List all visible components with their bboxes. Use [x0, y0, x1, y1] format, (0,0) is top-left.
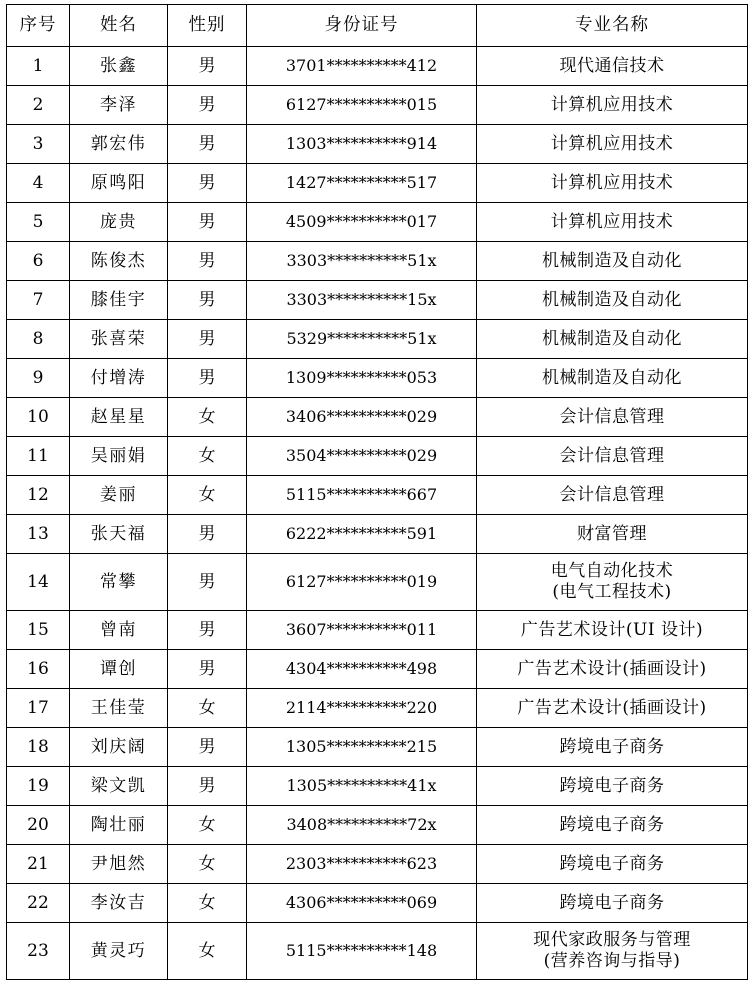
cell-major: 会计信息管理 [477, 437, 748, 476]
document-page [0, 4, 754, 991]
cell-id: 4304**********498 [247, 650, 477, 689]
cell-major: 财富管理 [477, 515, 748, 554]
cell-name: 吴丽娟 [70, 437, 168, 476]
cell-index: 17 [7, 689, 70, 728]
table-header-row [7, 5, 748, 47]
table-row [7, 281, 748, 320]
cell-major: 会计信息管理 [477, 476, 748, 515]
table-row [7, 398, 748, 437]
cell-index: 13 [7, 515, 70, 554]
cell-major: 机械制造及自动化 [477, 281, 748, 320]
cell-major-line2: (营养咨询与指导) [543, 951, 681, 971]
cell-name: 赵星星 [70, 398, 168, 437]
cell-id: 3408**********72x [247, 806, 477, 845]
cell-name: 王佳莹 [70, 689, 168, 728]
cell-gender: 男 [168, 281, 247, 320]
cell-gender: 男 [168, 554, 247, 611]
cell-major: 机械制造及自动化 [477, 242, 748, 281]
table-row [7, 806, 748, 845]
column-header-name: 姓名 [70, 5, 168, 47]
cell-id: 4306**********069 [247, 884, 477, 923]
table-row [7, 650, 748, 689]
cell-major: 机械制造及自动化 [477, 320, 748, 359]
cell-major: 计算机应用技术 [477, 203, 748, 242]
cell-id: 6222**********591 [247, 515, 477, 554]
cell-name: 姜丽 [70, 476, 168, 515]
table-row [7, 359, 748, 398]
table-row [7, 86, 748, 125]
cell-index: 21 [7, 845, 70, 884]
cell-gender: 男 [168, 767, 247, 806]
cell-gender: 男 [168, 515, 247, 554]
table-row [7, 320, 748, 359]
cell-index: 7 [7, 281, 70, 320]
cell-name: 常攀 [70, 554, 168, 611]
cell-major: 会计信息管理 [477, 398, 748, 437]
cell-index: 19 [7, 767, 70, 806]
cell-id: 5329**********51x [247, 320, 477, 359]
cell-major: 机械制造及自动化 [477, 359, 748, 398]
table-row [7, 884, 748, 923]
cell-index: 18 [7, 728, 70, 767]
table-row [7, 476, 748, 515]
table-row [7, 125, 748, 164]
cell-index: 15 [7, 611, 70, 650]
column-header-gender: 性别 [168, 5, 247, 47]
cell-index: 11 [7, 437, 70, 476]
cell-major: 计算机应用技术 [477, 164, 748, 203]
cell-gender: 女 [168, 884, 247, 923]
cell-gender: 女 [168, 845, 247, 884]
cell-gender: 女 [168, 923, 247, 980]
column-header-id: 身份证号 [247, 5, 477, 47]
table-row [7, 437, 748, 476]
table-row [7, 767, 748, 806]
cell-gender: 男 [168, 125, 247, 164]
cell-gender: 女 [168, 806, 247, 845]
cell-gender: 男 [168, 728, 247, 767]
cell-index: 8 [7, 320, 70, 359]
cell-name: 庞贵 [70, 203, 168, 242]
cell-major-line1: 电气自动化技术 [550, 560, 674, 581]
cell-name: 原鸣阳 [70, 164, 168, 203]
cell-major: 跨境电子商务 [477, 767, 748, 806]
cell-index: 10 [7, 398, 70, 437]
cell-name: 付增涛 [70, 359, 168, 398]
cell-id: 6127**********015 [247, 86, 477, 125]
cell-major [477, 923, 748, 980]
cell-index: 16 [7, 650, 70, 689]
cell-id: 3303**********51x [247, 242, 477, 281]
cell-name: 刘庆阔 [70, 728, 168, 767]
table-row [7, 728, 748, 767]
cell-major: 跨境电子商务 [477, 845, 748, 884]
table-header [7, 5, 748, 47]
cell-index: 6 [7, 242, 70, 281]
cell-index: 14 [7, 554, 70, 611]
cell-gender: 男 [168, 47, 247, 86]
cell-gender: 男 [168, 359, 247, 398]
cell-gender: 男 [168, 242, 247, 281]
table-row [7, 515, 748, 554]
cell-name: 尹旭然 [70, 845, 168, 884]
table-row [7, 689, 748, 728]
cell-id: 6127**********019 [247, 554, 477, 611]
cell-id: 2114**********220 [247, 689, 477, 728]
table-row [7, 47, 748, 86]
cell-id: 3504**********029 [247, 437, 477, 476]
cell-name: 张鑫 [70, 47, 168, 86]
cell-gender: 男 [168, 611, 247, 650]
cell-major: 跨境电子商务 [477, 884, 748, 923]
cell-gender: 女 [168, 437, 247, 476]
cell-gender: 女 [168, 689, 247, 728]
cell-name: 李汝吉 [70, 884, 168, 923]
table-row [7, 203, 748, 242]
cell-major: 现代通信技术 [477, 47, 748, 86]
cell-gender: 男 [168, 86, 247, 125]
cell-id: 3701**********412 [247, 47, 477, 86]
table-row [7, 923, 748, 980]
cell-major: 广告艺术设计(插画设计) [477, 689, 748, 728]
table-row [7, 554, 748, 611]
cell-index: 20 [7, 806, 70, 845]
cell-id: 1303**********914 [247, 125, 477, 164]
cell-name: 郭宏伟 [70, 125, 168, 164]
table-row [7, 611, 748, 650]
cell-id: 1305**********41x [247, 767, 477, 806]
cell-gender: 男 [168, 320, 247, 359]
cell-index: 5 [7, 203, 70, 242]
cell-index: 23 [7, 923, 70, 980]
cell-gender: 男 [168, 650, 247, 689]
cell-gender: 男 [168, 164, 247, 203]
cell-name: 膝佳宇 [70, 281, 168, 320]
cell-major: 跨境电子商务 [477, 728, 748, 767]
cell-index: 22 [7, 884, 70, 923]
cell-id: 2303**********623 [247, 845, 477, 884]
cell-gender: 女 [168, 476, 247, 515]
cell-name: 李泽 [70, 86, 168, 125]
cell-major: 广告艺术设计(UI 设计) [477, 611, 748, 650]
cell-name: 黄灵巧 [70, 923, 168, 980]
cell-major: 广告艺术设计(插画设计) [477, 650, 748, 689]
cell-major: 跨境电子商务 [477, 806, 748, 845]
cell-id: 3607**********011 [247, 611, 477, 650]
cell-name: 陈俊杰 [70, 242, 168, 281]
cell-name: 梁文凯 [70, 767, 168, 806]
cell-name: 曾南 [70, 611, 168, 650]
cell-name: 陶壮丽 [70, 806, 168, 845]
table-row [7, 164, 748, 203]
table-row [7, 242, 748, 281]
column-header-index: 序号 [7, 5, 70, 47]
cell-id: 5115**********148 [247, 923, 477, 980]
table-row [7, 845, 748, 884]
cell-index: 2 [7, 86, 70, 125]
cell-index: 4 [7, 164, 70, 203]
cell-id: 1309**********053 [247, 359, 477, 398]
cell-major-line1: 现代家政服务与管理 [533, 929, 691, 950]
cell-name: 谭创 [70, 650, 168, 689]
cell-index: 9 [7, 359, 70, 398]
cell-gender: 女 [168, 398, 247, 437]
student-roster-table [6, 4, 748, 980]
cell-id: 3303**********15x [247, 281, 477, 320]
cell-name: 张喜荣 [70, 320, 168, 359]
cell-id: 4509**********017 [247, 203, 477, 242]
cell-index: 3 [7, 125, 70, 164]
cell-gender: 男 [168, 203, 247, 242]
cell-index: 1 [7, 47, 70, 86]
cell-major [477, 554, 748, 611]
cell-id: 5115**********667 [247, 476, 477, 515]
cell-major: 计算机应用技术 [477, 86, 748, 125]
table-body [7, 47, 748, 980]
cell-index: 12 [7, 476, 70, 515]
cell-major-line2: (电气工程技术) [552, 582, 672, 602]
cell-id: 1305**********215 [247, 728, 477, 767]
cell-name: 张天福 [70, 515, 168, 554]
column-header-major: 专业名称 [477, 5, 748, 47]
cell-major: 计算机应用技术 [477, 125, 748, 164]
cell-id: 3406**********029 [247, 398, 477, 437]
cell-id: 1427**********517 [247, 164, 477, 203]
